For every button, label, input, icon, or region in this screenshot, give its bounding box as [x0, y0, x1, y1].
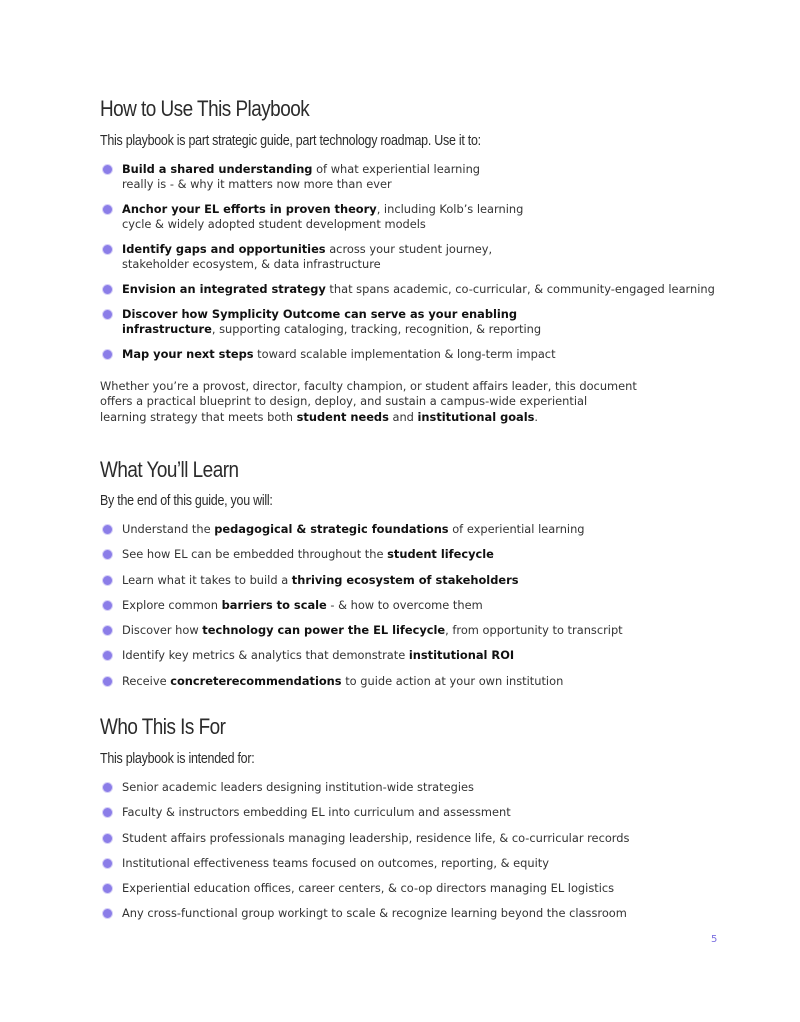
item-bold-text: thriving ecosystem of stakeholders	[291, 572, 519, 587]
summary-paragraph	[100, 379, 720, 425]
list-item	[100, 648, 720, 663]
item-text-line2: really is - & why it matters now more than ever	[122, 177, 392, 191]
item-bold-text-line2: infrastructure	[122, 322, 212, 336]
list-item	[100, 906, 720, 921]
bullet-icon	[102, 549, 113, 560]
item-text-line2: stakeholder ecosystem, & data infrastructure	[122, 257, 381, 271]
paragraph-bold: institutional goals	[417, 409, 535, 424]
item-text: Faculty & instructors embedding EL into curriculum and assessment	[122, 805, 511, 820]
item-bold-text: pedagogical & strategic foundations	[214, 522, 449, 536]
section-title-who-this-is-for: Who This Is For	[100, 714, 226, 739]
item-text: Learn what it takes to build a	[122, 572, 292, 587]
list-item	[100, 623, 720, 638]
bullet-icon	[102, 883, 113, 894]
item-text: Experiential education offices, career centers, & co-op directors managing EL logistics	[122, 881, 615, 896]
item-text: - & how to overcome them	[326, 597, 483, 612]
bullet-icon	[102, 625, 113, 636]
item-text: Institutional effectiveness teams focused on outcomes, reporting, & equity	[122, 855, 549, 870]
bullet-icon	[102, 782, 113, 793]
item-bold-text: Anchor your EL efforts in proven theory	[122, 202, 377, 216]
paragraph-text: .	[534, 409, 539, 424]
item-text: , from opportunity to transcript	[445, 623, 623, 638]
list-item	[100, 522, 720, 537]
item-text: toward scalable implementation & long-term impact	[253, 347, 556, 361]
list-item	[100, 162, 720, 192]
item-text: Discover how	[122, 623, 203, 638]
item-bold-text: institutional ROI	[408, 648, 515, 663]
list-item	[100, 856, 720, 871]
item-text: across your student journey,	[325, 242, 493, 256]
who-this-is-for-list	[100, 780, 720, 932]
bullet-icon	[102, 575, 113, 586]
item-bold-text: Map your next steps	[122, 347, 254, 361]
list-item	[100, 307, 720, 337]
list-item	[100, 202, 720, 232]
bullet-icon	[102, 244, 113, 255]
item-text: Receive	[122, 673, 171, 688]
list-item	[100, 242, 720, 272]
item-text-line2: cycle & widely adopted student development models	[122, 217, 426, 231]
section-intro-who-this-is-for: This playbook is intended for:	[100, 751, 255, 767]
what-youll-learn-list	[100, 522, 720, 699]
bullet-icon	[102, 349, 113, 360]
item-text: , including Kolb’s learning	[376, 202, 524, 216]
section-intro-how-to-use: This playbook is part strategic guide, part technology roadmap. Use it to:	[100, 133, 481, 149]
bullet-icon	[102, 908, 113, 919]
paragraph-line: Whether you’re a provost, director, faculty champion, or student affairs leader, this document	[100, 379, 637, 393]
list-item	[100, 347, 720, 362]
list-item	[100, 598, 720, 613]
how-to-use-list	[100, 162, 720, 372]
list-item	[100, 881, 720, 896]
item-text: Explore common	[122, 597, 222, 612]
bullet-icon	[102, 650, 113, 661]
item-text: Senior academic leaders designing institution-wide strategies	[122, 780, 474, 794]
bullet-icon	[102, 164, 113, 175]
item-bold-text: concreterecommendations	[170, 673, 342, 688]
bullet-icon	[102, 524, 113, 535]
bullet-icon	[102, 807, 113, 818]
item-text: Student affairs professionals managing leadership, residence life, & co-curricular records	[122, 830, 630, 845]
item-bold-text: student lifecycle	[387, 547, 494, 562]
list-item	[100, 780, 720, 795]
list-item	[100, 547, 720, 562]
item-bold-text: barriers to scale	[221, 597, 327, 612]
paragraph-line: offers a practical blueprint to design, deploy, and sustain a campus-wide experiential	[100, 394, 588, 409]
item-bold-text: Envision an integrated strategy	[122, 282, 326, 296]
item-text: Any cross-functional group workingt to scale & recognize learning beyond the classroom	[122, 906, 627, 921]
item-text: of experiential learning	[448, 522, 585, 536]
item-text: Understand the	[122, 522, 215, 536]
item-text: to guide action at your own institution	[341, 673, 564, 688]
item-text-line2: , supporting cataloging, tracking, recognition, & reporting	[211, 322, 542, 336]
bullet-icon	[102, 600, 113, 611]
page-number: 5	[711, 934, 718, 945]
paragraph-text: and	[388, 409, 418, 424]
bullet-icon	[102, 309, 113, 320]
section-title-how-to-use: How to Use This Playbook	[100, 96, 310, 121]
item-bold-text: Identify gaps and opportunities	[122, 242, 326, 256]
paragraph-bold: student needs	[296, 409, 389, 424]
item-text: of what experiential learning	[312, 162, 481, 176]
item-bold-text: Build a shared understanding	[122, 162, 313, 176]
bullet-icon	[102, 858, 113, 869]
item-text: Identify key metrics & analytics that demonstrate	[122, 648, 409, 663]
bullet-icon	[102, 676, 113, 687]
item-bold-text: Discover how Symplicity Outcome can serve as your enabling	[122, 307, 518, 321]
list-item	[100, 674, 720, 689]
list-item	[100, 282, 720, 297]
bullet-icon	[102, 284, 113, 295]
paragraph-line: learning strategy that meets both	[100, 409, 297, 424]
section-title-what-youll-learn: What You’ll Learn	[100, 457, 239, 482]
list-item	[100, 805, 720, 820]
list-item	[100, 573, 720, 588]
bullet-icon	[102, 833, 113, 844]
list-item	[100, 831, 720, 846]
item-text: See how EL can be embedded throughout the	[122, 547, 388, 562]
section-intro-what-youll-learn: By the end of this guide, you will:	[100, 493, 273, 509]
item-bold-text: technology can power the EL lifecycle	[202, 623, 446, 638]
item-text: that spans academic, co-curricular, & community-engaged learning	[325, 282, 715, 296]
bullet-icon	[102, 204, 113, 215]
